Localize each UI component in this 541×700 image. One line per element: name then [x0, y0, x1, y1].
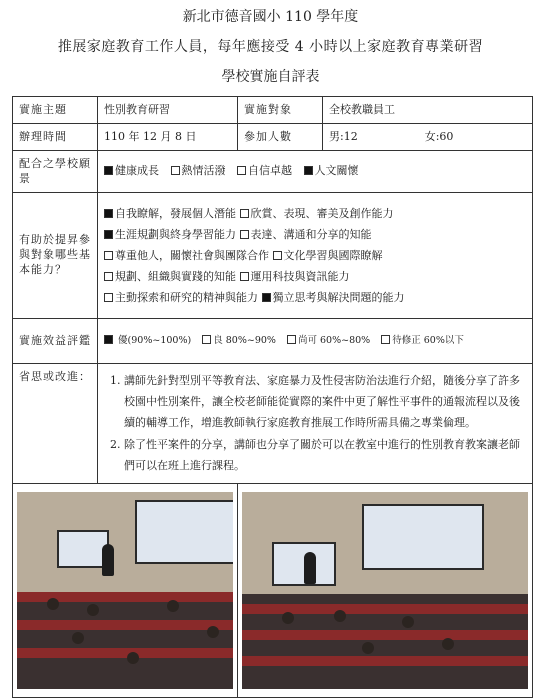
evaluation-form-table: [12, 96, 533, 698]
value-target: 全校教職員工: [323, 97, 533, 124]
ability-option[interactable]: 自我瞭解，發展個人潛能: [104, 207, 236, 220]
checkbox-icon[interactable]: [104, 166, 113, 175]
checkbox-icon[interactable]: [381, 335, 390, 344]
evaluation-options: [98, 319, 533, 364]
lecture-photo-right: [242, 492, 528, 689]
label-count: 參加人數: [238, 124, 323, 151]
reflection-item: 1. 講師先針對型別平等教育法、家庭暴力及性侵害防治法進行介紹，隨後分享了許多校園中性別案件，讓全校老師能從實際的案件中更了解性平事件的通報流程以及後續的輔導工作，增進教師執行家庭教育推展工作時所需具備之專業倫理。: [124, 370, 526, 433]
checkbox-icon[interactable]: [287, 335, 296, 344]
evaluation-option[interactable]: 待修正 60%以下: [381, 335, 464, 346]
count-female: 女:60: [424, 129, 454, 143]
checkbox-icon[interactable]: [240, 230, 249, 239]
checkbox-icon[interactable]: [240, 272, 249, 281]
value-time: 110 年 12 月 8 日: [98, 124, 238, 151]
ability-option[interactable]: 表達、溝通和分享的知能: [240, 228, 372, 241]
label-evaluation: 實施效益評鑑: [13, 319, 98, 364]
label-theme: 實施主題: [13, 97, 98, 124]
label-reflection: 省思或改進：: [13, 364, 98, 484]
abilities-options: [98, 193, 533, 319]
vision-option[interactable]: 健康成長: [104, 164, 159, 177]
checkbox-icon[interactable]: [202, 335, 211, 344]
checkbox-icon[interactable]: [104, 251, 113, 260]
checkbox-icon[interactable]: [104, 293, 113, 302]
value-count: [323, 124, 533, 151]
reflection-item: 2. 除了性平案件的分享，講師也分享了關於可以在教室中進行的性別教育教案讓老師們可以在班上進行課程。: [124, 434, 526, 476]
ability-option[interactable]: 獨立思考與解決問題的能力: [262, 291, 405, 304]
checkbox-icon[interactable]: [104, 272, 113, 281]
vision-option[interactable]: 人文關懷: [304, 164, 359, 177]
checkbox-icon[interactable]: [237, 166, 246, 175]
checkbox-icon[interactable]: [304, 166, 313, 175]
vision-options: [98, 151, 533, 193]
count-male: 男:12: [329, 129, 358, 143]
vision-option[interactable]: 自信卓越: [237, 164, 292, 177]
checkbox-icon[interactable]: [262, 293, 271, 302]
checkbox-icon[interactable]: [171, 166, 180, 175]
evaluation-option[interactable]: 優(90%~100%): [104, 335, 191, 346]
vision-option[interactable]: 熱情活潑: [171, 164, 226, 177]
checkbox-icon[interactable]: [104, 230, 113, 239]
value-theme: 性別教育研習: [98, 97, 238, 124]
label-time: 辦理時間: [13, 124, 98, 151]
photo-cell-right: [238, 484, 533, 698]
ability-option[interactable]: 主動探索和研究的精神與能力: [104, 291, 258, 304]
label-abilities: 有助於提昇參與對象哪些基本能力？: [13, 193, 98, 319]
photo-cell-left: [13, 484, 238, 698]
reflection-content: [98, 364, 533, 484]
checkbox-icon[interactable]: [104, 209, 113, 218]
lecture-photo-left: [17, 492, 233, 689]
ability-option[interactable]: 生涯規劃與終身學習能力: [104, 228, 236, 241]
checkbox-icon[interactable]: [240, 209, 249, 218]
projection-screen: [362, 504, 484, 570]
header-line-3: 學校實施自評表: [221, 69, 320, 85]
label-target: 實施對象: [238, 97, 323, 124]
ability-option[interactable]: 文化學習與國際瞭解: [273, 249, 383, 262]
speaker: [102, 544, 114, 576]
evaluation-option[interactable]: 尚可 60%~80%: [287, 335, 370, 346]
ability-option[interactable]: 欣賞、表現、審美及創作能力: [240, 207, 394, 220]
label-vision: 配合之學校願景: [13, 151, 98, 193]
ability-option[interactable]: 規劃、組織與實踐的知能: [104, 270, 236, 283]
ability-option[interactable]: 運用科技與資訊能力: [240, 270, 350, 283]
projection-screen: [135, 500, 233, 564]
evaluation-option[interactable]: 良 80%~90%: [202, 335, 276, 346]
speaker: [304, 552, 316, 584]
checkbox-icon[interactable]: [104, 335, 113, 344]
checkbox-icon[interactable]: [273, 251, 282, 260]
header-line-2: 推展家庭教育工作人員，每年應接受 4 小時以上家庭教育專業研習: [57, 39, 484, 55]
ability-option[interactable]: 尊重他人，關懷社會與團隊合作: [104, 249, 269, 262]
header-line-1: 新北市德音國小 110 學年度: [182, 9, 359, 25]
